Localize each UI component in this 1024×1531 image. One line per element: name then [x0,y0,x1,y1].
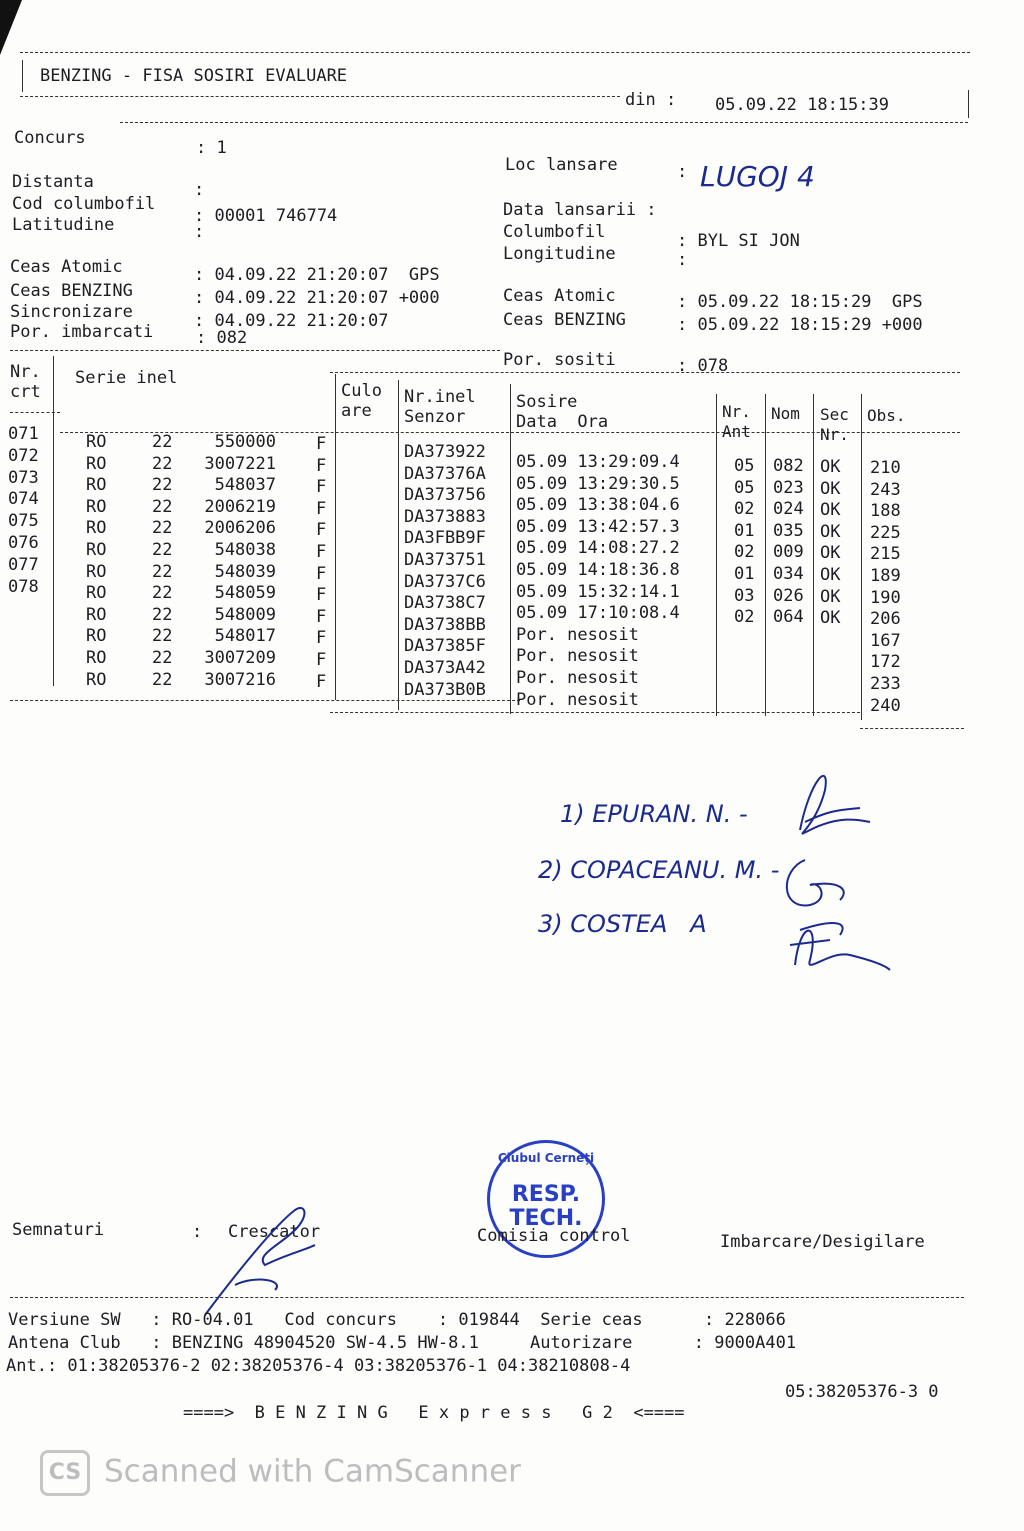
cell-an: 22 [152,496,173,517]
nr-crt-cell: 078 [8,576,39,597]
camscanner-watermark [40,1450,521,1496]
cell-an: 22 [152,648,173,668]
cell-sosire: 05.09 13:29:30.5 [516,473,680,494]
distanta-colon: : [194,180,205,200]
din-label: din : [625,90,677,110]
cell-obs: 243 [870,479,901,500]
cell-tara: RO [86,561,107,582]
cell-tara: RO [86,669,107,690]
header-nom: Nom [771,404,800,423]
header-top-rule [20,52,970,53]
header-obs: Obs. [867,406,906,425]
cell-sex: F [316,628,327,649]
cell-obs: 206 [870,609,901,630]
header-right-bar [968,90,969,118]
nr-crt-cell: 075 [8,511,39,532]
cell-ant: 05 [734,477,755,498]
sincronizare-value: : 04.09.22 21:20:07 [194,311,389,331]
footer-rule [10,1297,964,1298]
cell-nom: 023 [773,477,804,498]
din-value: 05.09.22 18:15:39 [715,95,889,115]
crescator-signature-scribble [195,1195,335,1325]
loc-lansare-colon: : [677,162,688,182]
cell-ant: 05 [734,456,755,476]
cell-sex: F [316,477,327,498]
columbofil-value: : BYL SI JON [677,231,800,251]
semnaturi-colon: : [192,1222,203,1242]
cell-senzor: DA3FBB9F [404,528,486,549]
cell-inel: 548037 [214,475,276,496]
table-col-divider-nom [765,394,766,716]
cell-sex: F [316,563,327,584]
stamp-tech: TECH. [509,1206,583,1231]
header-mid-rule [20,96,620,97]
cell-senzor: DA373922 [404,442,486,462]
cell-sex: F [316,606,327,627]
cell-an: 22 [152,669,173,690]
cell-sosire: 05.09 13:42:57.3 [516,516,680,537]
cell-obs: 225 [870,522,901,543]
cell-tara: RO [86,518,107,539]
cell-ant: 02 [734,499,755,520]
table-col-divider-obs [861,394,862,720]
header-left-bar [22,60,23,92]
cell-inel: 2006219 [204,496,276,517]
cell-tara: RO [86,604,107,625]
longitudine-colon: : [677,250,688,270]
por-imbarcati-label: Por. imbarcati [10,322,154,342]
cell-an: 22 [152,540,173,560]
ceas-benzing-label-right: Ceas BENZING [503,310,626,330]
cell-senzor: DA373756 [404,485,486,506]
latitudine-colon: : [194,222,205,242]
table-col-divider-ant [716,394,717,716]
cell-sosire: 05.09 14:18:36.8 [516,560,680,580]
cell-senzor: DA373883 [404,506,486,527]
columbofil-label: Columbofil [503,222,606,242]
cell-an: 22 [152,583,173,604]
footer-line-antena: Antena Club : BENZING 48904520 SW-4.5 HW-8.1 Autorizare : 9000A401 [8,1333,797,1353]
camscanner-logo-icon: CS [40,1450,90,1496]
cell-inel: 548009 [214,604,276,625]
cell-inel: 3007216 [204,669,276,690]
cell-obs: 190 [870,587,901,608]
cell-tara: RO [86,540,107,560]
cell-tara: RO [86,626,107,647]
nr-crt-cell: 077 [8,554,39,575]
footer-line-versiune: Versiune SW : RO-04.01 Cod concurs : 019844 Serie ceas : 228066 [8,1310,786,1330]
cell-sosire: 05.09 13:29:09.4 [516,452,680,472]
cell-obs: 215 [870,544,901,565]
cell-sex: F [316,671,327,692]
cell-obs: 172 [870,652,901,673]
cod-columbofil-label: Cod columbofil [12,194,156,214]
cell-sosire: 05.09 14:08:27.2 [516,538,680,559]
cell-inel: 548017 [214,626,276,647]
cell-sec: OK [820,521,841,542]
cell-an: 22 [152,475,173,496]
page-title: BENZING - FISA SOSIRI EVALUARE [40,66,348,86]
footer-line-ant-5: 05:38205376-3 0 [785,1382,939,1402]
stamp-club-name: Clubul Cerneţi [497,1151,595,1165]
cell-ant: 01 [734,564,755,584]
table-bottom-rule-mid [330,712,860,713]
cell-nom: 026 [773,585,804,606]
cell-an: 22 [152,626,173,647]
crescator-label: Crescator [228,1222,321,1242]
ceas-benzing-value-right: : 05.09.22 18:15:29 +000 [677,315,923,335]
ceas-atomic-label-left: Ceas Atomic [10,257,123,277]
commission-member-2: 2) COPACEANU. M. - [538,856,780,884]
cell-inel: 2006206 [204,518,276,539]
table-col-divider-sec [813,394,814,716]
por-sositi-value: : 078 [677,356,729,376]
concurs-value: : 1 [196,138,227,158]
cell-obs: 240 [870,695,901,716]
cell-sex: F [316,650,327,670]
cell-inel: 3007209 [204,648,276,668]
stamp-resp: RESP. [511,1182,581,1207]
cell-senzor: DA3737C6 [404,571,486,592]
footer-line-ant: Ant.: 01:38205376-2 02:38205376-4 03:38205376-1 04:38210808-4 [6,1356,631,1376]
commission-member-3: 3) COSTEA A [538,910,707,938]
cell-obs: 189 [870,566,901,586]
cell-tara: RO [86,496,107,517]
header-nr-crt: Nr. crt [10,362,41,402]
cell-nom: 034 [773,564,804,584]
cell-sex: F [316,434,327,454]
cell-obs: 167 [870,630,901,651]
cell-sosire: Por. nesosit [516,689,639,710]
ceas-atomic-label-right: Ceas Atomic [503,286,616,306]
table-col-divider-culoare [335,374,336,700]
table-col-divider-sosire [510,384,511,714]
por-sositi-label: Por. sositi [503,350,616,370]
header-nr-ant: Nr. Ant [722,402,751,441]
cell-tara: RO [86,432,107,452]
cell-inel: 548059 [214,583,276,604]
camscanner-text: Scanned with CamScanner [104,1453,521,1490]
cell-sosire: 05.09 13:38:04.6 [516,495,680,516]
cell-nom: 024 [773,499,804,520]
cell-sosire: Por. nesosit [516,646,639,667]
imbarcare-label: Imbarcare/Desigilare [720,1232,925,1252]
nr-crt-cell: 074 [8,489,39,510]
loc-lansare-label: Loc lansare [505,155,618,175]
table-top-rule-left [10,350,500,351]
cell-sosire: 05.09 17:10:08.4 [516,603,680,624]
cell-inel: 550000 [214,432,276,452]
cell-sosire: Por. nesosit [516,668,639,688]
cell-sec: OK [820,586,841,607]
cell-sec: OK [820,457,841,477]
cell-sex: F [316,542,327,562]
cell-obs: 210 [870,458,901,478]
header-serie-inel: Serie inel [75,368,178,388]
cell-obs: 233 [870,674,901,694]
scan-corner-shadow [0,0,22,55]
cell-tara: RO [86,583,107,604]
comisia-control-label: Comisia control [477,1226,631,1246]
ceas-benzing-label-left: Ceas BENZING [10,281,133,301]
cell-an: 22 [152,518,173,539]
longitudine-label: Longitudine [503,244,616,264]
table-bottom-rule-left [10,700,520,701]
cell-senzor: DA3738C7 [404,593,486,614]
cell-sex: F [316,520,327,541]
cell-nom: 082 [773,456,804,476]
table-bottom-rule-right [860,728,964,729]
distanta-label: Distanta [12,172,94,192]
cell-ant: 03 [734,585,755,606]
sincronizare-label: Sincronizare [10,302,133,322]
cell-inel: 548038 [214,540,276,560]
header-sosire: Sosire Data Ora [516,392,609,432]
semnaturi-label: Semnaturi [12,1220,105,1240]
cell-sosire: 05.09 15:32:14.1 [516,581,680,602]
cell-ant: 01 [734,520,755,541]
cell-sec: OK [820,543,841,564]
table-top-rule-right [330,372,960,373]
nr-crt-cell: 071 [8,424,39,444]
table-col-divider-nr [53,356,54,686]
header-nr-inel-senzor: Nr.inel Senzor [404,387,476,427]
latitudine-label: Latitudine [12,215,115,235]
cod-columbofil-value: : 00001 746774 [194,206,338,226]
data-lansarii-label: Data lansarii : [503,200,657,220]
nr-crt-cell: 076 [8,533,39,553]
cell-senzor: DA373751 [404,550,486,570]
cell-ant: 02 [734,542,755,563]
commission-member-1: 1) EPURAN. N. - [560,800,748,828]
cell-inel: 548039 [214,561,276,582]
concurs-label: Concurs [14,128,86,148]
por-imbarcati-value: : 082 [196,328,248,348]
cell-tara: RO [86,648,107,668]
nr-crt-cell: 072 [8,445,39,466]
cell-sec: OK [820,608,841,629]
cell-nom: 035 [773,520,804,541]
cell-tara: RO [86,453,107,474]
footer-banner: ====> B E N Z I N G E x p r e s s G 2 <==== [183,1403,685,1423]
cell-sec: OK [820,478,841,499]
cell-inel: 3007221 [204,453,276,474]
loc-lansare-handwritten: LUGOJ 4 [700,160,815,193]
header-culoare: Culo are [341,381,382,421]
ceas-atomic-value-right: : 05.09.22 18:15:29 GPS [677,292,923,312]
nr-crt-cell: 073 [8,467,39,488]
cell-sex: F [316,498,327,519]
cell-an: 22 [152,453,173,474]
cell-senzor: DA37376A [404,463,486,484]
cell-an: 22 [152,604,173,625]
ceas-atomic-value-left: : 04.09.22 21:20:07 GPS [194,265,440,285]
cell-sex: F [316,455,327,476]
cell-obs: 188 [870,501,901,522]
header-bottom-rule [120,122,968,123]
cell-senzor: DA3738BB [404,614,486,635]
table-col-divider-senzor [398,380,399,710]
cell-sec: OK [820,565,841,585]
header-sec-nr: Sec Nr. [820,405,849,444]
cell-ant: 02 [734,607,755,628]
cell-an: 22 [152,561,173,582]
cell-senzor: DA37385F [404,636,486,657]
cell-senzor: DA373B0B [404,679,486,700]
commission-signatures-scribble [770,760,910,980]
ceas-benzing-value-left: : 04.09.22 21:20:07 +000 [194,288,440,308]
cell-sex: F [316,585,327,606]
cell-sosire: Por. nesosit [516,624,639,645]
cell-nom: 009 [773,542,804,563]
cell-tara: RO [86,475,107,496]
cell-senzor: DA373A42 [404,658,486,678]
cell-sec: OK [820,500,841,521]
cell-nom: 064 [773,607,804,628]
cell-an: 22 [152,432,173,452]
